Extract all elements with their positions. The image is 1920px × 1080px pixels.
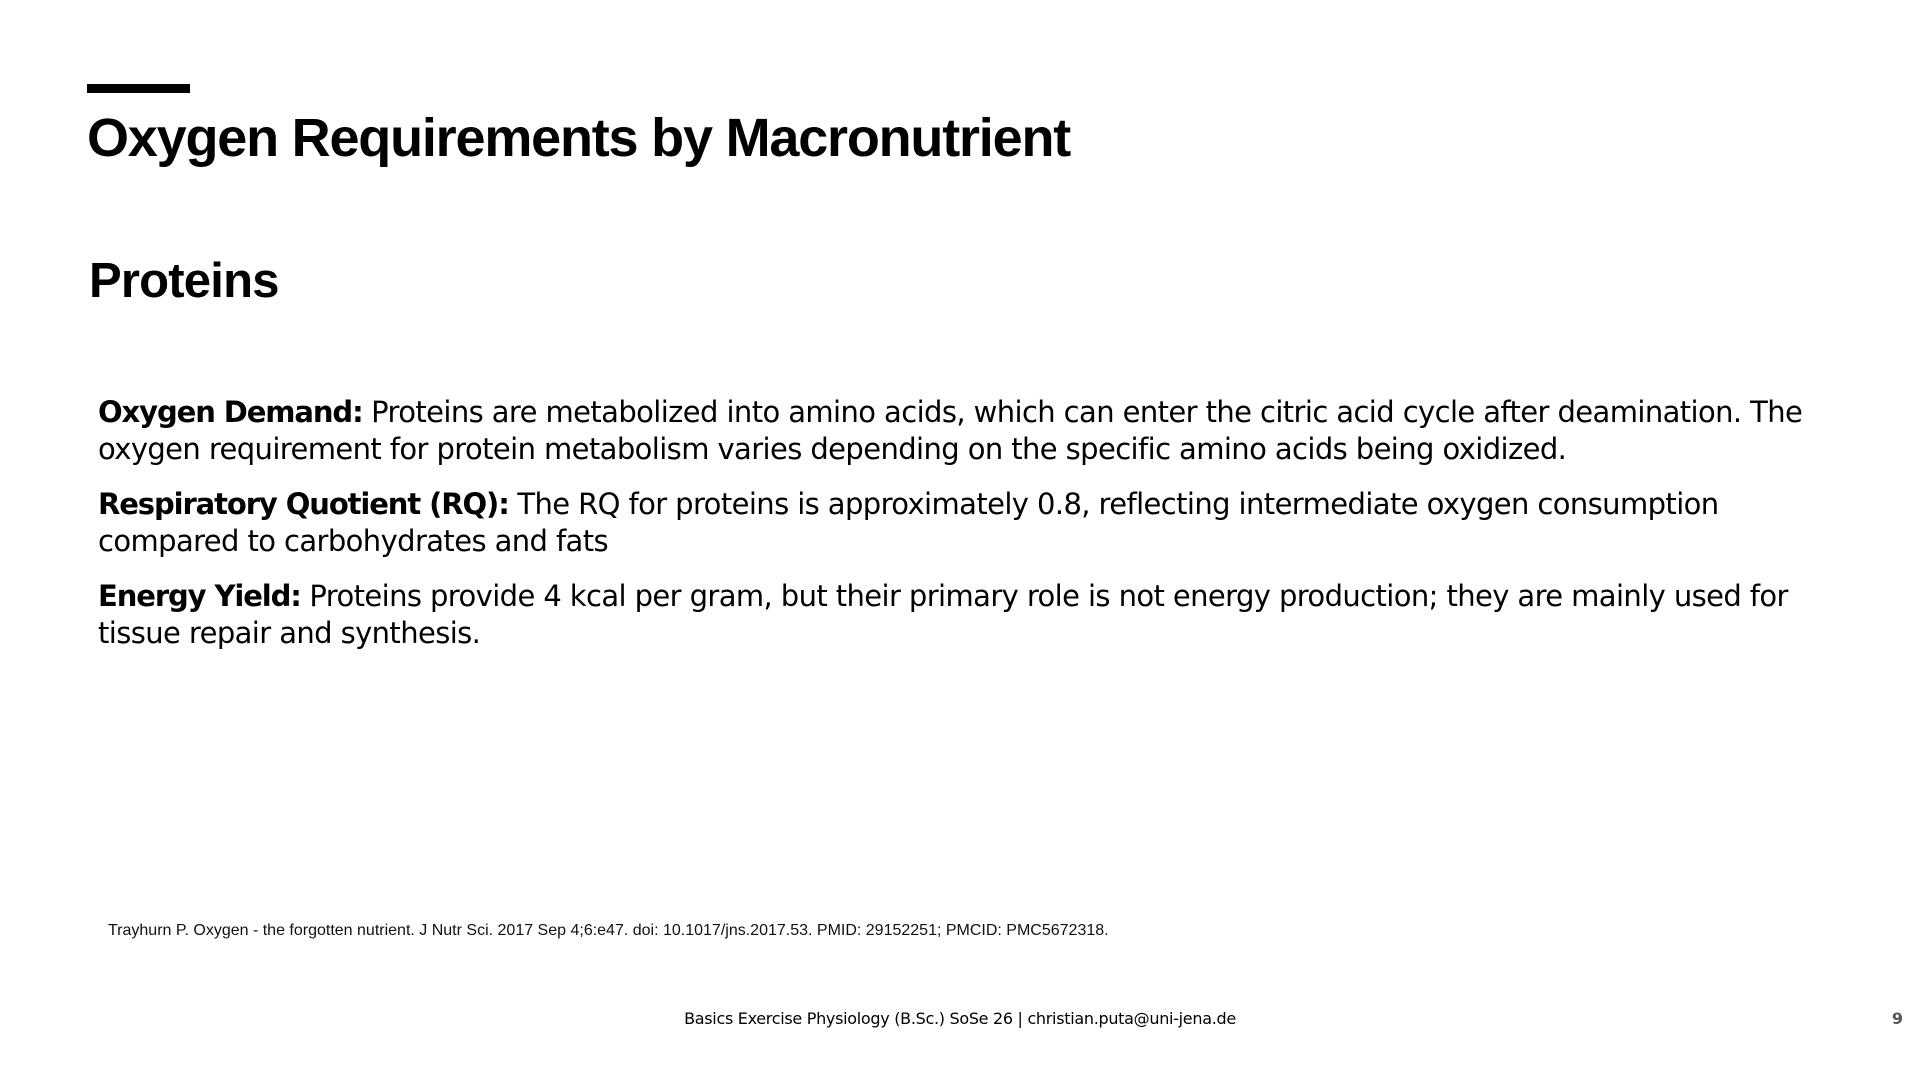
point-term: Oxygen Demand:	[98, 395, 363, 429]
point-respiratory-quotient	[98, 486, 1858, 560]
section-heading: Proteins	[89, 254, 279, 308]
reference-citation: Trayhurn P. Oxygen - the forgotten nutrient. J Nutr Sci. 2017 Sep 4;6:e47. doi: 10.1017/jns.2017.53. PMID: 29152251; PMCID: PMC5672318.	[108, 922, 1109, 939]
title-accent-bar	[87, 84, 190, 93]
point-text: Proteins are metabolized into amino acids, which can enter the citric acid cycle after deamination. The oxygen requirement for protein metabolism varies depending on the specific amino acids being oxidized.	[98, 395, 1803, 466]
point-text: Proteins provide 4 kcal per gram, but their primary role is not energy production; they are mainly used for tissue repair and synthesis.	[98, 579, 1788, 650]
footer-text: Basics Exercise Physiology (B.Sc.) SoSe 26 | christian.puta@uni-jena.de	[684, 1009, 1236, 1028]
point-oxygen-demand	[98, 394, 1858, 468]
slide-title: Oxygen Requirements by Macronutrient	[87, 108, 1071, 168]
point-term: Energy Yield:	[98, 579, 301, 613]
point-text: The RQ for proteins is approximately 0.8, reflecting intermediate oxygen consumption compared to carbohydrates and fats	[98, 487, 1719, 558]
page-number: 9	[1891, 1009, 1903, 1028]
point-energy-yield	[98, 578, 1858, 652]
point-term: Respiratory Quotient (RQ):	[98, 487, 509, 521]
content-body	[98, 394, 1858, 670]
